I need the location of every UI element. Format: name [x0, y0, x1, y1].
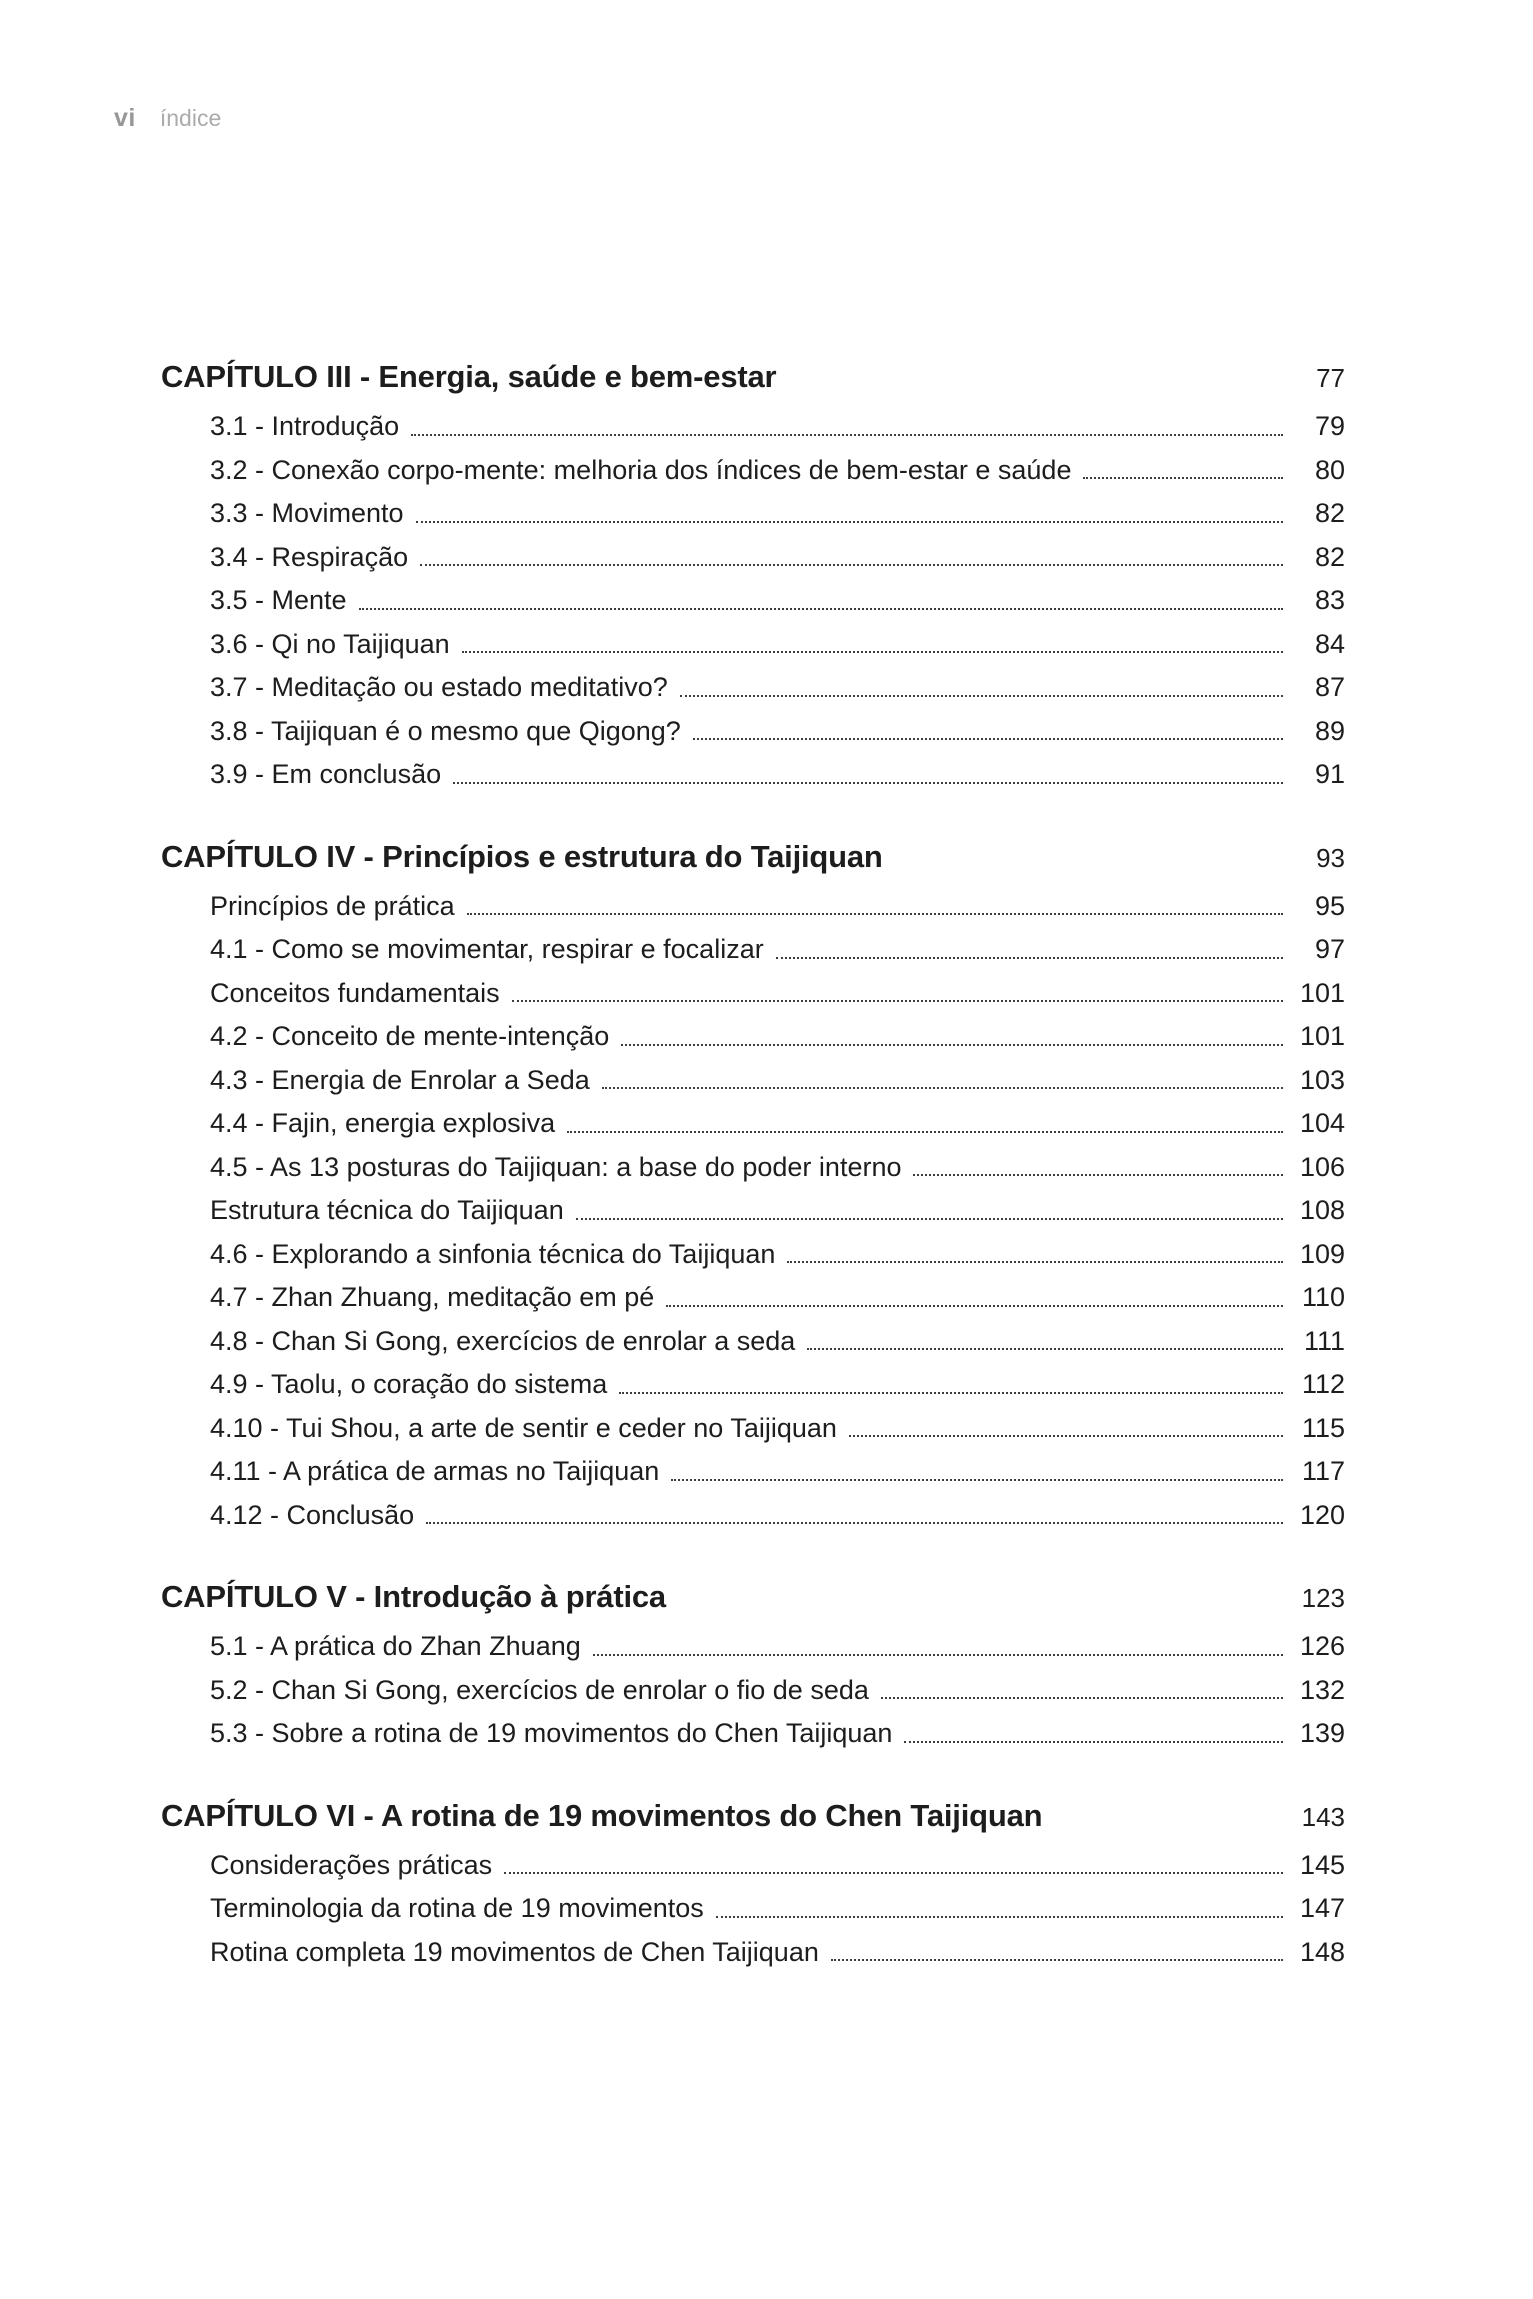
table-of-contents [161, 356, 1345, 1982]
toc-entry-page-number: 82 [1314, 541, 1345, 572]
chapter-heading-row [161, 1576, 1345, 1619]
toc-entry-label: 3.1 - Introdução [210, 411, 400, 441]
dot-leader [420, 564, 1283, 566]
toc-entry-label: Considerações práticas [210, 1849, 493, 1880]
toc-entry-page-number: 97 [1314, 934, 1345, 964]
toc-entry [210, 1674, 1345, 1705]
toc-entry-label: 4.6 - Explorando a sinfonia técnica do Taijiquan [210, 1238, 776, 1269]
toc-entry [210, 1110, 1345, 1138]
toc-entry [210, 500, 1345, 528]
toc-entry-page-number: 80 [1314, 454, 1345, 485]
dot-leader [462, 651, 1283, 653]
toc-entry-label: 3.3 - Movimento [210, 498, 404, 528]
chapter-title: CAPÍTULO III - Energia, saúde e bem-estar [161, 359, 777, 394]
toc-entry [210, 1151, 1345, 1182]
toc-entry-label: 4.10 - Tui Shou, a arte de sentir e ceder no Taijiquan [210, 1412, 837, 1443]
toc-entry [210, 1238, 1345, 1269]
toc-entry [210, 674, 1345, 702]
toc-entry [210, 761, 1345, 789]
dot-leader [680, 695, 1283, 697]
toc-entry [210, 1633, 1345, 1661]
toc-entry [210, 1895, 1345, 1923]
toc-entry-label: 4.3 - Energia de Enrolar a Seda [210, 1064, 590, 1095]
dot-leader [467, 913, 1283, 915]
toc-entry-label: 3.6 - Qi no Taijiquan [210, 628, 450, 659]
chapter-entries [161, 413, 1345, 789]
toc-entry [210, 1371, 1345, 1399]
toc-entry-label: Terminologia da rotina de 19 movimentos [210, 1893, 704, 1923]
chapter-heading-row [161, 836, 1345, 879]
toc-entry-label: 4.1 - Como se movimentar, respirar e focalizar [210, 934, 764, 964]
dot-leader [913, 1174, 1283, 1176]
toc-entry [210, 1936, 1345, 1967]
toc-entry [210, 1499, 1345, 1530]
dot-leader [512, 1000, 1283, 1002]
chapter-heading-row [161, 1795, 1345, 1838]
toc-entry-page-number: 91 [1314, 759, 1345, 789]
toc-entry-page-number: 108 [1299, 1195, 1345, 1225]
toc-entry-label: 3.8 - Taijiquan é o mesmo que Qigong? [210, 715, 681, 746]
chapter-title: CAPÍTULO VI - A rotina de 19 movimentos do Chen Taijiquan [161, 1797, 1043, 1833]
toc-entry-label: 4.9 - Taolu, o coração do sistema [210, 1369, 608, 1399]
toc-chapter [161, 356, 1345, 789]
toc-entry-page-number: 87 [1314, 672, 1345, 702]
toc-entry-page-number: 109 [1299, 1238, 1345, 1269]
toc-entry [210, 454, 1345, 485]
toc-entry-page-number: 139 [1299, 1718, 1345, 1748]
toc-entry-page-number: 84 [1314, 628, 1345, 659]
dot-leader [1083, 477, 1283, 479]
chapter-title: CAPÍTULO IV - Princípios e estrutura do Taijiquan [161, 838, 883, 874]
toc-entry-page-number: 103 [1299, 1064, 1345, 1095]
dot-leader [359, 608, 1283, 610]
toc-entry-label: 4.11 - A prática de armas no Taijiquan [210, 1456, 660, 1486]
toc-entry-page-number: 101 [1299, 977, 1345, 1008]
toc-entry [210, 1849, 1345, 1880]
chapter-page-number: 123 [1301, 1583, 1345, 1613]
dot-leader [426, 1522, 1283, 1524]
toc-entry-label: 4.8 - Chan Si Gong, exercícios de enrolar a seda [210, 1325, 796, 1356]
dot-leader [787, 1261, 1283, 1263]
toc-entry-label: 3.9 - Em conclusão [210, 759, 442, 789]
toc-entry [210, 541, 1345, 572]
dot-leader [621, 1044, 1283, 1046]
running-title: índice [159, 105, 222, 131]
chapter-page-number: 143 [1301, 1801, 1345, 1832]
toc-entry-label: 4.12 - Conclusão [210, 1499, 415, 1530]
toc-entry [210, 587, 1345, 615]
toc-entry-page-number: 79 [1314, 411, 1345, 441]
toc-chapter [161, 1576, 1345, 1748]
toc-entry [210, 936, 1345, 964]
toc-entry-page-number: 147 [1299, 1893, 1345, 1923]
toc-entry [210, 1458, 1345, 1486]
toc-entry-page-number: 106 [1299, 1151, 1345, 1182]
toc-entry-label: Princípios de prática [210, 890, 455, 921]
dot-leader [716, 1916, 1283, 1918]
toc-entry-page-number: 95 [1314, 890, 1345, 921]
dot-leader [411, 434, 1283, 436]
toc-entry-page-number: 117 [1301, 1456, 1345, 1486]
toc-entry-page-number: 83 [1314, 585, 1345, 615]
chapter-page-number: 77 [1316, 363, 1345, 393]
toc-entry-label: Conceitos fundamentais [210, 977, 500, 1008]
dot-leader [666, 1305, 1283, 1307]
dot-leader [416, 521, 1283, 523]
toc-entry [210, 413, 1345, 441]
toc-entry [210, 1064, 1345, 1095]
dot-leader [881, 1697, 1283, 1699]
chapter-heading-row [161, 356, 1345, 399]
toc-entry-label: 3.4 - Respiração [210, 541, 409, 572]
dot-leader [593, 1654, 1283, 1656]
toc-entry [210, 628, 1345, 659]
dot-leader [904, 1741, 1283, 1743]
toc-entry-label: 4.7 - Zhan Zhuang, meditação em pé [210, 1282, 655, 1312]
toc-entry [210, 1023, 1345, 1051]
toc-entry-page-number: 126 [1299, 1631, 1345, 1661]
toc-entry [210, 1284, 1345, 1312]
dot-leader [849, 1435, 1283, 1437]
toc-entry [210, 1412, 1345, 1443]
toc-entry-label: 4.4 - Fajin, energia explosiva [210, 1108, 556, 1138]
toc-entry-page-number: 89 [1314, 715, 1345, 746]
toc-entry-label: 4.5 - As 13 posturas do Taijiquan: a base do poder interno [210, 1151, 902, 1182]
toc-entry-label: Estrutura técnica do Taijiquan [210, 1195, 564, 1225]
toc-entry-label: 5.3 - Sobre a rotina de 19 movimentos do Chen Taijiquan [210, 1718, 893, 1748]
dot-leader [453, 782, 1283, 784]
dot-leader [831, 1959, 1283, 1961]
toc-entry-page-number: 148 [1299, 1936, 1345, 1967]
toc-entry-label: 3.7 - Meditação ou estado meditativo? [210, 672, 668, 702]
dot-leader [693, 738, 1283, 740]
toc-chapter [161, 1795, 1345, 1967]
toc-entry [210, 1197, 1345, 1225]
toc-entry-label: 4.2 - Conceito de mente-intenção [210, 1021, 610, 1051]
dot-leader [567, 1131, 1283, 1133]
toc-entry [210, 1325, 1345, 1356]
toc-entry-page-number: 110 [1301, 1282, 1345, 1312]
chapter-title: CAPÍTULO V - Introdução à prática [161, 1579, 666, 1614]
dot-leader [576, 1218, 1283, 1220]
chapter-entries [161, 1633, 1345, 1748]
toc-entry-page-number: 132 [1299, 1674, 1345, 1705]
toc-entry-label: 5.2 - Chan Si Gong, exercícios de enrolar o fio de seda [210, 1674, 869, 1705]
toc-entry [210, 890, 1345, 921]
toc-entry-page-number: 101 [1299, 1021, 1345, 1051]
toc-entry-label: 5.1 - A prática do Zhan Zhuang [210, 1631, 581, 1661]
toc-entry-page-number: 82 [1314, 498, 1345, 528]
toc-entry-label: 3.2 - Conexão corpo-mente: melhoria dos índices de bem-estar e saúde [210, 454, 1072, 485]
toc-chapter [161, 836, 1345, 1530]
chapter-page-number: 93 [1316, 842, 1345, 873]
toc-entry [210, 1720, 1345, 1748]
page-folio: vi [114, 104, 136, 132]
toc-entry-page-number: 120 [1299, 1499, 1345, 1530]
toc-entry-page-number: 112 [1301, 1369, 1345, 1399]
dot-leader [671, 1479, 1283, 1481]
chapter-entries [161, 890, 1345, 1530]
toc-entry [210, 715, 1345, 746]
toc-entry-page-number: 104 [1299, 1108, 1345, 1138]
dot-leader [602, 1087, 1283, 1089]
toc-entry [210, 977, 1345, 1008]
page-header [114, 104, 221, 133]
toc-entry-label: 3.5 - Mente [210, 585, 347, 615]
toc-entry-label: Rotina completa 19 movimentos de Chen Taijiquan [210, 1936, 819, 1967]
toc-entry-page-number: 145 [1299, 1849, 1345, 1880]
toc-entry-page-number: 111 [1303, 1325, 1345, 1356]
dot-leader [619, 1392, 1283, 1394]
dot-leader [776, 957, 1283, 959]
dot-leader [807, 1348, 1283, 1350]
chapter-entries [161, 1849, 1345, 1967]
toc-entry-page-number: 115 [1301, 1412, 1345, 1443]
dot-leader [504, 1872, 1283, 1874]
